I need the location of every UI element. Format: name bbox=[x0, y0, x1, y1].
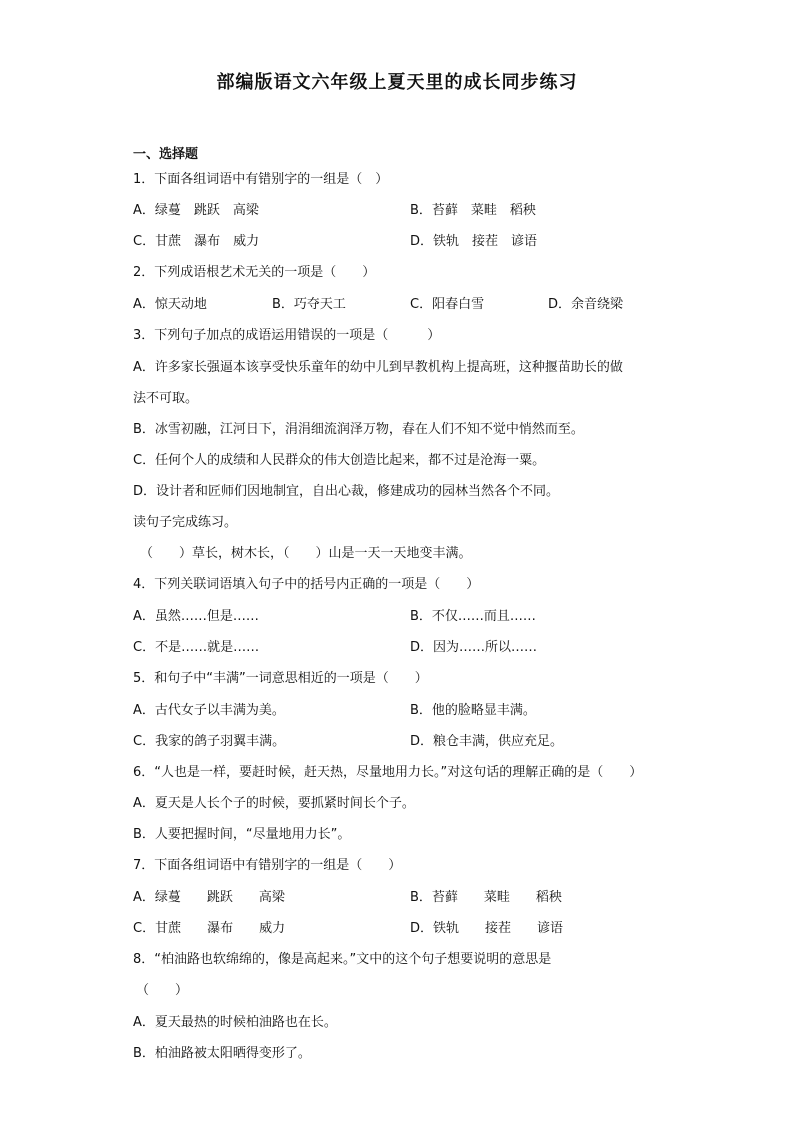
question-2-option-c: C．阳春白雪 bbox=[410, 297, 485, 312]
section-heading: 一、选择题 bbox=[133, 147, 199, 162]
page-title: 部编版语文六年级上夏天里的成长同步练习 bbox=[216, 72, 578, 93]
question-6-option-a: A．夏天是人长个子的时候，要抓紧时间长个子。 bbox=[133, 796, 415, 811]
question-6-option-b: B．人要把握时间，“尽量地用力长”。 bbox=[133, 827, 351, 842]
question-3-option-a-line-1: A．许多家长强逼本该享受快乐童年的幼中儿到早教机构上提高班，这种揠苗助长的做 bbox=[133, 360, 623, 375]
question-3-option-b: B．冰雪初融，江河日下，涓涓细流润泽万物，春在人们不知不觉中悄然而至。 bbox=[133, 422, 584, 437]
question-1-option-c: C．甘蔗 瀑布 威力 bbox=[133, 234, 260, 249]
question-2-stem: 2．下列成语根艺术无关的一项是（ ） bbox=[133, 265, 376, 280]
question-7-option-d: D．铁轨 接茬 谚语 bbox=[410, 921, 564, 936]
question-8-answer-paren: （ ） bbox=[136, 983, 189, 998]
question-3-stem: 3．下列句子加点的成语运用错误的一项是（ ） bbox=[133, 328, 441, 343]
question-1-stem: 1．下面各组词语中有错别字的一组是（ ） bbox=[133, 172, 389, 187]
question-8-option-a: A．夏天最热的时候柏油路也在长。 bbox=[133, 1015, 337, 1030]
question-4-stem: 4．下列关联词语填入句子中的括号内正确的一项是（ ） bbox=[133, 577, 480, 592]
question-3-option-a-line-2: 法不可取。 bbox=[133, 391, 199, 406]
question-1-option-a: A．绿蔓 跳跃 高梁 bbox=[133, 203, 259, 218]
question-6-stem: 6．“人也是一样，要赶时候，赶天热，尽量地用力长。”对这句话的理解正确的是（ ） bbox=[133, 765, 643, 780]
question-2-option-d: D．余音绕梁 bbox=[548, 297, 624, 312]
question-7-option-c: C．甘蔗 瀑布 威力 bbox=[133, 921, 286, 936]
question-5-option-d: D．粮仓丰满，供应充足。 bbox=[410, 734, 564, 749]
question-4-option-d: D．因为……所以…… bbox=[410, 640, 538, 655]
question-8-stem: 8．“柏油路也软绵绵的，像是高起来。”文中的这个句子想要说明的意思是 bbox=[133, 952, 552, 967]
question-3-option-d: D．设计者和匠师们因地制宜，自出心裁，修建成功的园林当然各个不同。 bbox=[133, 484, 560, 499]
question-1-option-d: D．铁轨 接茬 谚语 bbox=[410, 234, 538, 249]
question-7-option-b: B．苔藓 菜畦 稻秧 bbox=[410, 890, 562, 905]
question-8-option-b: B．柏油路被太阳晒得变形了。 bbox=[133, 1046, 311, 1061]
question-4-option-a: A．虽然……但是…… bbox=[133, 609, 259, 624]
question-5-option-b: B．他的脸略显丰满。 bbox=[410, 703, 536, 718]
question-4-option-c: C．不是……就是…… bbox=[133, 640, 260, 655]
question-1-option-b: B．苔藓 菜畦 稻秧 bbox=[410, 203, 536, 218]
question-3-option-c: C．任何个人的成绩和人民群众的伟大创造比起来，都不过是沧海一粟。 bbox=[133, 453, 546, 468]
question-5-option-c: C．我家的鸽子羽翼丰满。 bbox=[133, 734, 286, 749]
question-5-stem: 5．和句子中“丰满”一词意思相近的一项是（ ） bbox=[133, 671, 428, 686]
reading-sentence: （ ）草长，树木长，（ ）山是一天一天地变丰满。 bbox=[140, 546, 472, 561]
question-4-option-b: B．不仅……而且…… bbox=[410, 609, 536, 624]
question-2-option-a: A．惊天动地 bbox=[133, 297, 207, 312]
question-7-stem: 7．下面各组词语中有错别字的一组是（ ） bbox=[133, 858, 402, 873]
question-2-option-b: B．巧夺天工 bbox=[272, 297, 346, 312]
question-5-option-a: A．古代女子以丰满为美。 bbox=[133, 703, 285, 718]
question-7-option-a: A．绿蔓 跳跃 高梁 bbox=[133, 890, 285, 905]
reading-intro: 读句子完成练习。 bbox=[133, 515, 238, 530]
